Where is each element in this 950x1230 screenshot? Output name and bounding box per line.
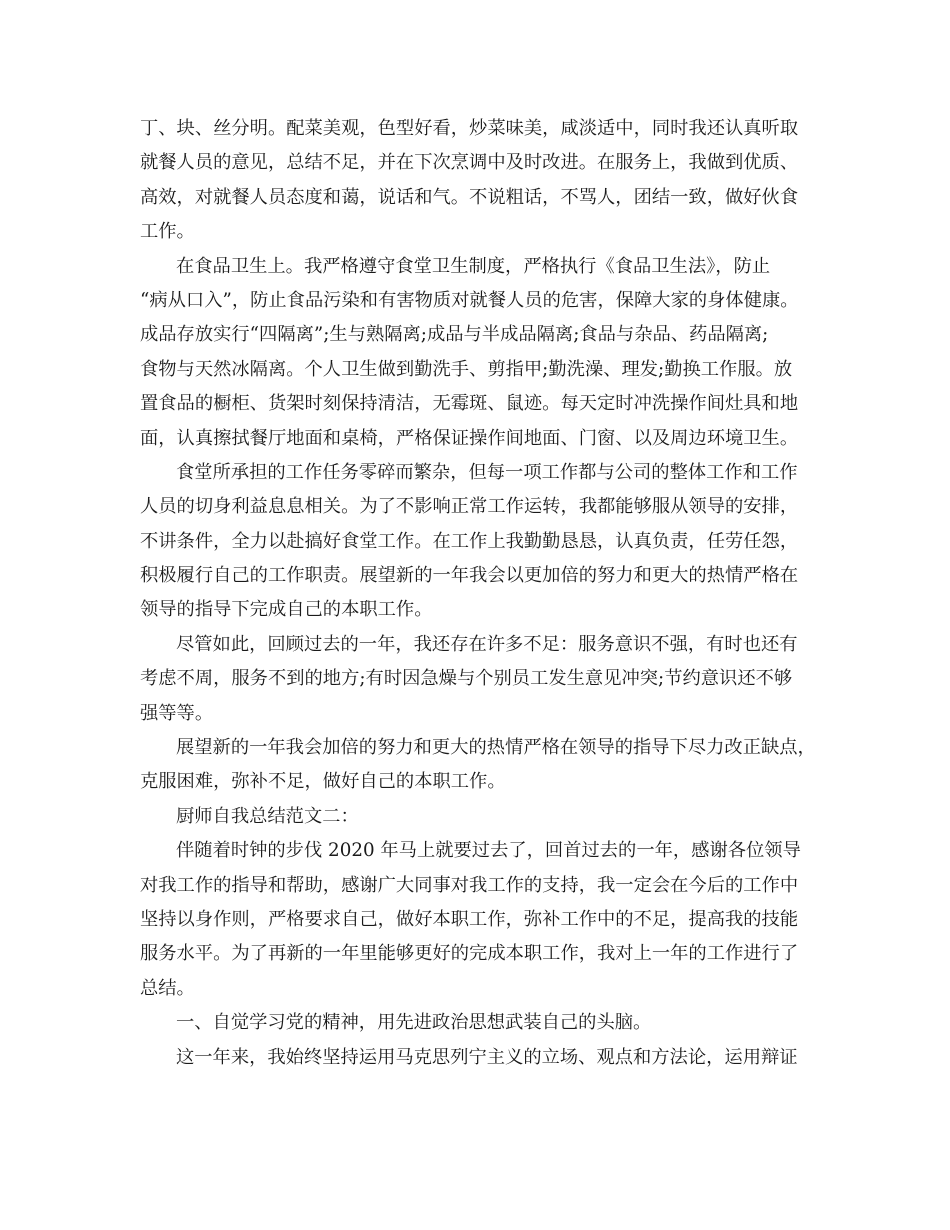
text-line: 厨师自我总结范文二： bbox=[176, 805, 359, 827]
text-line: 考虑不周，服务不到的地方;有时因急燥与个别员工发生意见冲突;节约意识还不够 bbox=[140, 668, 793, 690]
text-line: 人员的切身利益息息相关。为了不影响正常工作运转，我都能够服从领导的安排， bbox=[140, 496, 799, 518]
text-line: 食堂所承担的工作任务零碎而繁杂，但每一项工作都与公司的整体工作和工作 bbox=[176, 461, 798, 483]
text-line: 丁、块、丝分明。配菜美观，色型好看，炒菜味美，咸淡适中，同时我还认真听取 bbox=[140, 118, 799, 139]
text-line: 坚持以身作则，严格要求自己，做好本职工作，弥补工作中的不足，提高我的技能 bbox=[140, 908, 799, 930]
text-line: 这一年来，我始终坚持运用马克思列宁主义的立场、观点和方法论，运用辩证 bbox=[176, 1046, 798, 1068]
text-line: 总结。 bbox=[140, 977, 195, 999]
text-line: 在食品卫生上。我严格遵守食堂卫生制度，严格执行《食品卫生法》，防止 bbox=[176, 255, 771, 277]
text-line: 对我工作的指导和帮助，感谢广大同事对我工作的支持，我一定会在今后的工作中 bbox=[140, 874, 799, 896]
text-line: 伴随着时钟的步伐 2020 年马上就要过去了，回首过去的一年，感谢各位领导 bbox=[176, 840, 801, 862]
text-line: “病从口入”，防止食品污染和有害物质对就餐人员的危害，保障大家的身体健康。 bbox=[140, 289, 799, 311]
text-line: 高效，对就餐人员态度和蔼，说话和气。不说粗话，不骂人，团结一致，做好伙食 bbox=[140, 186, 799, 208]
text-line: 尽管如此，回顾过去的一年，我还存在许多不足：服务意识不强，有时也还有 bbox=[176, 633, 798, 655]
text-line: 置食品的橱柜、货架时刻保持清洁，无霉斑、鼠迹。每天定时冲洗操作间灶具和地 bbox=[140, 393, 799, 415]
text-line: 服务水平。为了再新的一年里能够更好的完成本职工作，我对上一年的工作进行了 bbox=[140, 943, 799, 965]
text-line: 不讲条件，全力以赴搞好食堂工作。在工作上我勤勤恳恳，认真负责，任劳任怨， bbox=[140, 530, 799, 552]
text-line: 工作。 bbox=[140, 221, 195, 243]
text-line: 面，认真擦拭餐厅地面和桌椅，严格保证操作间地面、门窗、以及周边环境卫生。 bbox=[140, 427, 799, 449]
text-line: 就餐人员的意见，总结不足，并在下次烹调中及时改进。在服务上，我做到优质、 bbox=[140, 152, 799, 174]
text-line: 一、自觉学习党的精神，用先进政治思想武装自己的头脑。 bbox=[176, 1012, 652, 1034]
document-body bbox=[140, 112, 840, 1075]
text-line: 强等等。 bbox=[140, 702, 214, 724]
text-line: 食物与天然冰隔离。个人卫生做到勤洗手、剪指甲;勤洗澡、理发;勤换工作服。放 bbox=[140, 358, 793, 380]
text-line: 展望新的一年我会加倍的努力和更大的热情严格在领导的指导下尽力改正缺点， bbox=[176, 737, 816, 759]
text-line: 积极履行自己的工作职责。展望新的一年我会以更加倍的努力和更大的热情严格在 bbox=[140, 565, 799, 587]
text-line: 领导的指导下完成自己的本职工作。 bbox=[140, 599, 433, 621]
text-line: 成品存放实行“四隔离”;生与熟隔离;成品与半成品隔离;食品与杂品、药品隔离; bbox=[140, 324, 769, 346]
text-line: 克服困难，弥补不足，做好自己的本职工作。 bbox=[140, 771, 506, 793]
